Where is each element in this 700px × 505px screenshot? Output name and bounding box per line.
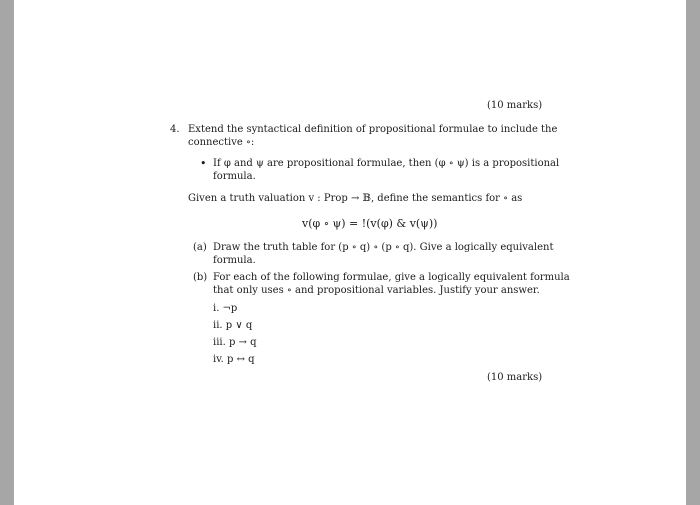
bullet-point: • xyxy=(200,157,207,170)
part-b-text-line-2: that only uses ∘ and propositional variables. Justify your answer. xyxy=(213,285,540,296)
marks-label-bottom: (10 marks) xyxy=(487,372,543,383)
part-b-item-1: i. ¬p xyxy=(213,303,238,314)
part-a-label: (a) xyxy=(193,242,207,253)
part-a-text-line-2: formula. xyxy=(213,255,256,266)
question-text-line-2: connective ∘: xyxy=(188,137,255,148)
marks-label-top: (10 marks) xyxy=(487,100,543,111)
given-text: Given a truth valuation v : Prop → 𝔹, define the semantics for ∘ as xyxy=(188,193,523,204)
document-page xyxy=(14,0,686,505)
bullet-text-line-2: formula. xyxy=(213,171,256,182)
question-text-line-1: Extend the syntactical definition of propositional formulae to include the xyxy=(188,124,558,135)
part-b-item-3: iii. p → q xyxy=(213,337,257,348)
part-b-item-4: iv. p ↔ q xyxy=(213,354,255,365)
part-a-text-line-1: Draw the truth table for (p ∘ q) ∘ (p ∘ q). Give a logically equivalent xyxy=(213,242,554,253)
part-b-label: (b) xyxy=(193,272,208,283)
part-b-text-line-1: For each of the following formulae, give a logically equivalent formula xyxy=(213,272,570,283)
bullet-text-line-1: If φ and ψ are propositional formulae, then (φ ∘ ψ) is a propositional xyxy=(213,158,560,169)
semantics-formula: v(φ ∘ ψ) = !(v(φ) & v(ψ)) xyxy=(302,217,438,230)
part-b-item-2: ii. p ∨ q xyxy=(213,320,253,331)
question-number: 4. xyxy=(170,124,180,135)
